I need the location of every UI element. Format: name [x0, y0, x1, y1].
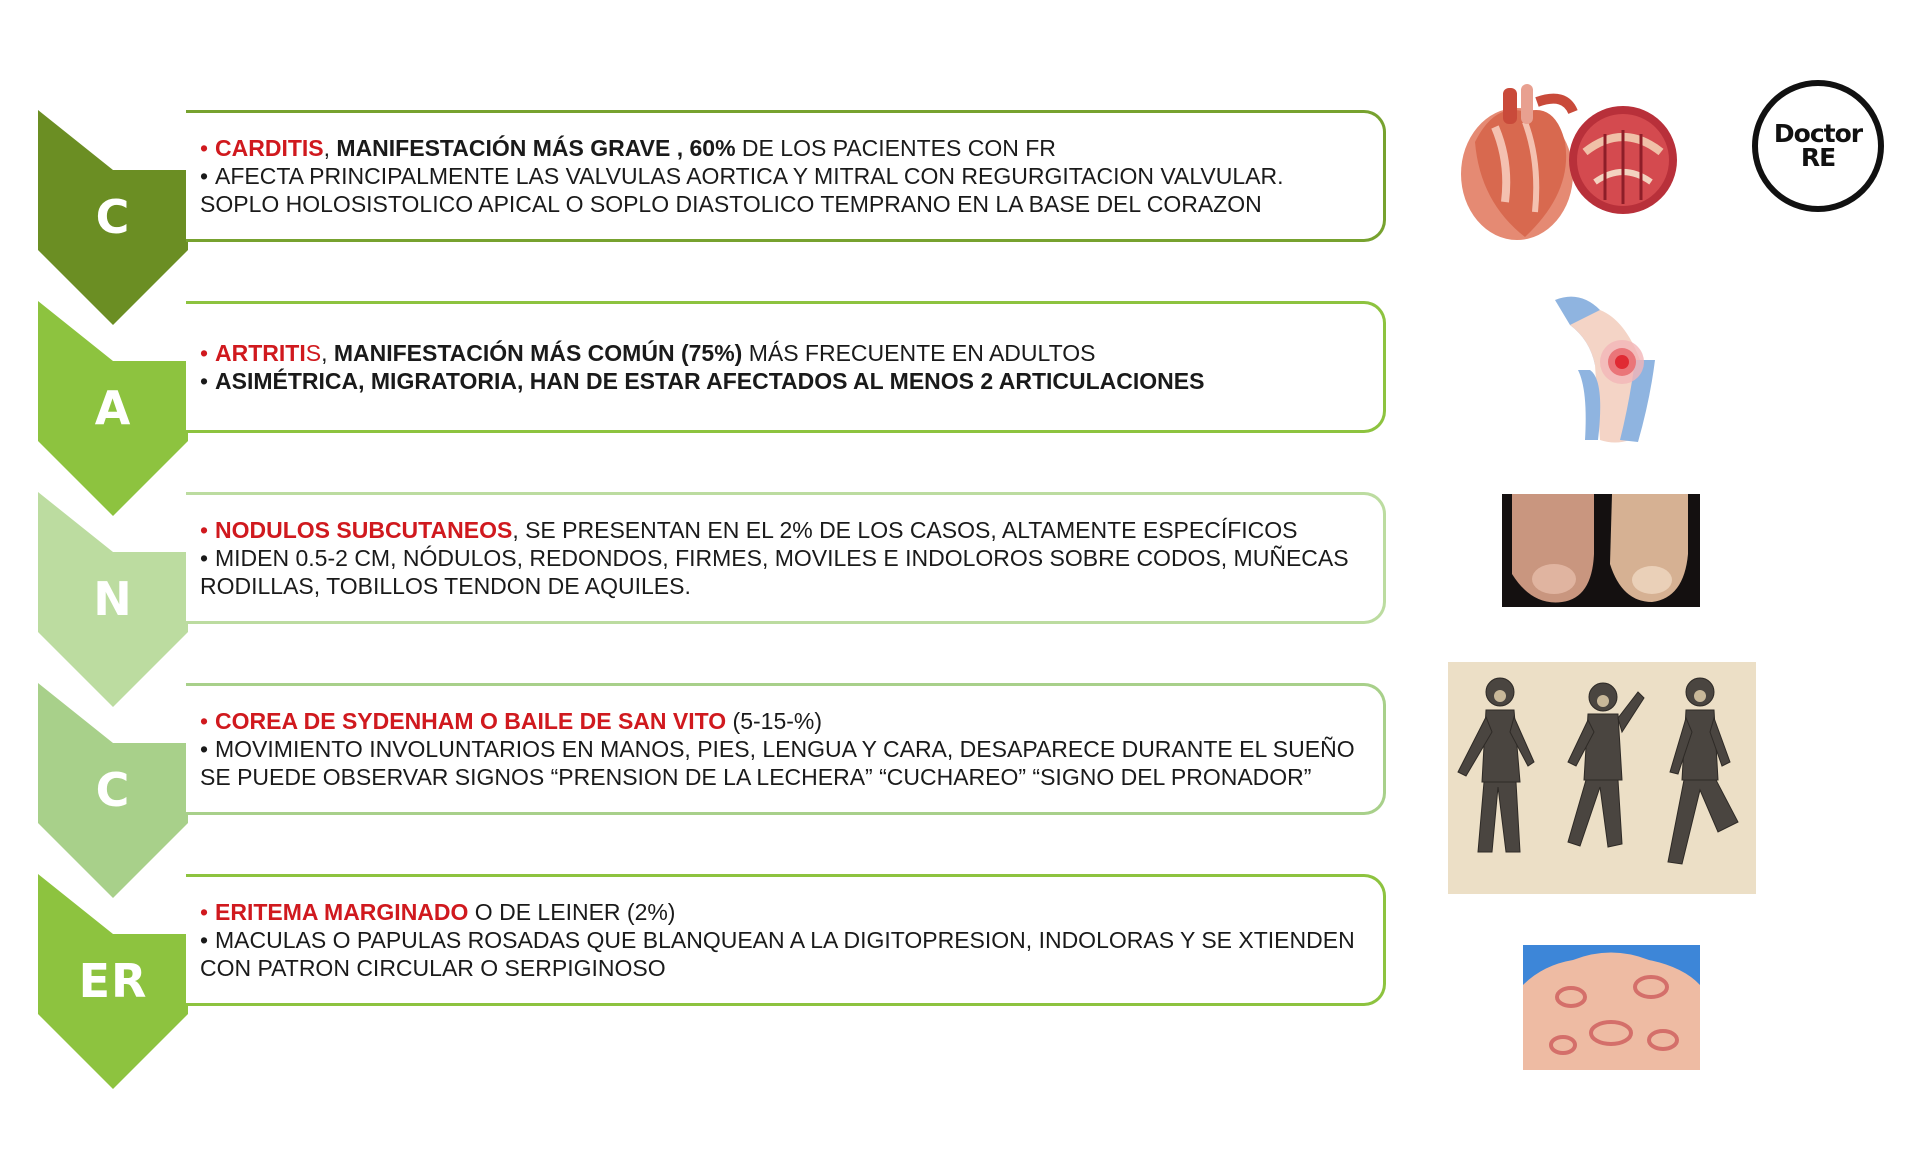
criterion-line: [200, 954, 1367, 982]
criterion-line: [200, 190, 1367, 218]
text-segment: NODULOS SUBCUTANEOS: [215, 517, 513, 543]
criterion-line: [200, 898, 1367, 926]
heart-illustration: [1455, 82, 1680, 247]
criterion-line: [200, 544, 1367, 572]
chevron-letter: A: [94, 381, 132, 435]
bullet-marker: •: [200, 368, 209, 394]
criterion-line: [200, 367, 1367, 395]
text-segment: O DE LEINER (2%): [468, 899, 676, 925]
text-segment: DE LOS PACIENTES CON FR: [735, 135, 1056, 161]
criterion-line: [200, 339, 1367, 367]
bullet-marker: •: [200, 708, 209, 734]
text-segment: S: [305, 340, 322, 366]
text-segment: ARTRITI: [215, 340, 306, 366]
chevron-2: [38, 301, 188, 516]
text-segment: ERITEMA MARGINADO: [215, 899, 469, 925]
bullet-marker: •: [200, 545, 209, 571]
criterion-line: [200, 572, 1367, 600]
chevron-letter: C: [95, 190, 131, 244]
chevron-1: [38, 110, 188, 325]
text-segment: SOPLO HOLOSISTOLICO APICAL O SOPLO DIASTOLICO TEMPRANO EN LA BASE DEL CORAZON: [200, 191, 1262, 217]
text-segment: RODILLAS, TOBILLOS TENDON DE AQUILES.: [200, 573, 691, 599]
chorea-children-engraving: [1448, 662, 1756, 894]
text-segment: ,: [323, 135, 337, 161]
bullet-marker: •: [200, 340, 209, 366]
chevron-letter: ER: [78, 954, 148, 1008]
text-segment: MANIFESTACIÓN MÁS COMÚN (75%): [333, 340, 743, 366]
logo-line1: Doctor: [1773, 119, 1863, 148]
criterion-line: [200, 134, 1367, 162]
text-segment: AFECTA PRINCIPALMENTE LAS VALVULAS AORTICA Y MITRAL CON REGURGITACION VALVULAR.: [215, 163, 1284, 189]
subcutaneous-nodules-photo: [1502, 494, 1700, 607]
text-segment: MANIFESTACIÓN MÁS GRAVE , 60%: [336, 135, 736, 161]
text-segment: ,: [321, 340, 334, 366]
criterion-line: [200, 162, 1367, 190]
criterion-line: [200, 926, 1367, 954]
criterion-line: [200, 763, 1367, 791]
logo-line2: RE: [1800, 143, 1836, 172]
chevron-4: [38, 683, 188, 898]
chevron-letter: C: [95, 763, 131, 817]
text-segment: COREA DE SYDENHAM O BAILE DE SAN VITO: [215, 708, 727, 734]
criterion-box-1: [186, 110, 1386, 242]
criterion-box-4: [186, 683, 1386, 815]
text-segment: MÁS FRECUENTE EN ADULTOS: [742, 340, 1096, 366]
text-segment: MACULAS O PAPULAS ROSADAS QUE BLANQUEAN A LA DIGITOPRESION, INDOLORAS Y SE XTIENDEN: [215, 927, 1355, 953]
bullet-marker: •: [200, 927, 209, 953]
knee-joint-illustration: [1550, 290, 1660, 450]
text-segment: MOVIMIENTO INVOLUNTARIOS EN MANOS, PIES, LENGUA Y CARA, DESAPARECE DURANTE EL SUEÑO: [215, 736, 1355, 762]
text-segment: CARDITIS: [215, 135, 324, 161]
text-segment: , SE PRESENTAN EN EL 2% DE LOS CASOS, ALTAMENTE ESPECÍFICOS: [512, 517, 1298, 543]
criterion-line: [200, 516, 1367, 544]
criterion-line: [200, 735, 1367, 763]
chevron-5: [38, 874, 188, 1089]
text-segment: CON PATRON CIRCULAR O SERPIGINOSO: [200, 955, 666, 981]
text-segment: SE PUEDE OBSERVAR SIGNOS “PRENSION DE LA LECHERA” “CUCHAREO” “SIGNO DEL PRONADOR”: [200, 764, 1312, 790]
bullet-marker: •: [200, 517, 209, 543]
chevron-letter: N: [93, 572, 133, 626]
chevron-3: [38, 492, 188, 707]
criterion-box-3: [186, 492, 1386, 624]
bullet-marker: •: [200, 135, 209, 161]
doctor-re-logo: [1752, 80, 1884, 212]
text-segment: MIDEN 0.5-2 CM, NÓDULOS, REDONDOS, FIRMES, MOVILES E INDOLOROS SOBRE CODOS, MUÑECAS: [215, 545, 1349, 571]
criterion-box-5: [186, 874, 1386, 1006]
text-segment: ASIMÉTRICA, MIGRATORIA, HAN DE ESTAR AFECTADOS AL MENOS 2 ARTICULACIONES: [215, 368, 1205, 394]
bullet-marker: •: [200, 899, 209, 925]
criterion-line: [200, 707, 1367, 735]
criterion-box-2: [186, 301, 1386, 433]
erythema-marginatum-photo: [1523, 945, 1700, 1070]
text-segment: (5-15-%): [726, 708, 823, 734]
bullet-marker: •: [200, 163, 209, 189]
bullet-marker: •: [200, 736, 209, 762]
